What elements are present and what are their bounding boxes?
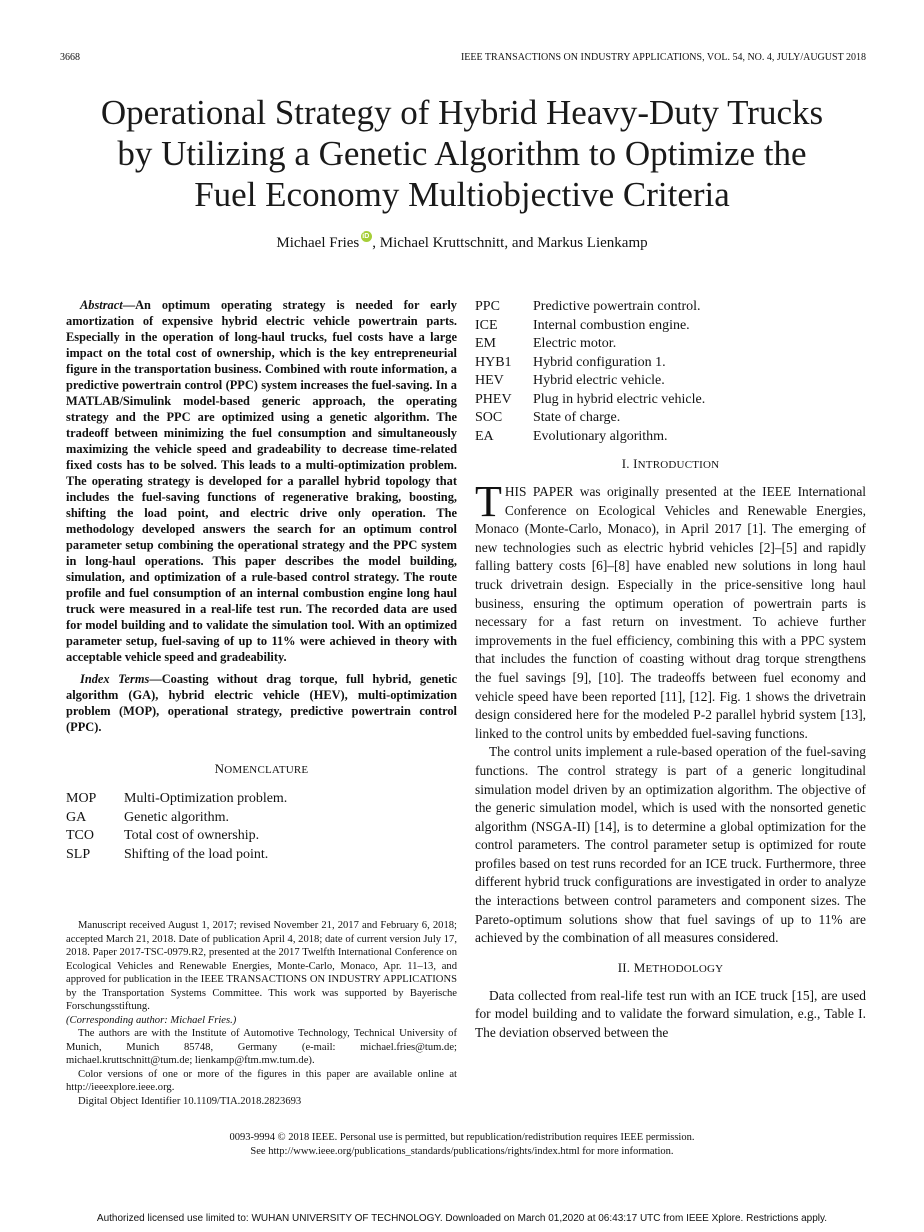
copyright-line: 0093-9994 © 2018 IEEE. Personal use is permitted, but republication/redistribution requires IEEE permission. xyxy=(229,1132,695,1143)
nomenclature-desc: Predictive powertrain control. xyxy=(533,299,701,314)
title-line: by Utilizing a Genetic Algorithm to Optimize the xyxy=(117,134,807,173)
nomenclature-desc: Multi-Optimization problem. xyxy=(124,791,288,806)
heading-rest: NTRODUCTION xyxy=(637,459,720,471)
abstract-label: Abstract xyxy=(80,298,123,312)
footnote-received: Manuscript received August 1, 2017; revised November 21, 2017 and February 6, 2018; accepted March 21, 2018. Date of publication April 4, 2018; date of current version July 17, 2018. Paper 2017-TSC-0979.R2, presented at the 2017 Twelfth International Conference on Ecological Vehicles and Renewable Energies, Monte-Carlo, Monaco, Apr. 11–13, and approved for publication in the IEEE TRANSACTIONS ON INDUSTRY APPLICATIONS by the Transportation Systems Committee. This work was supported by Bayerische Forschungsstiftung. xyxy=(66,920,457,1012)
nomenclature-desc: Total cost of ownership. xyxy=(124,828,260,843)
nomenclature-abbr: ICE xyxy=(475,317,498,333)
heading-number: II. xyxy=(617,959,634,975)
heading-initial: I xyxy=(633,456,638,471)
nomenclature-entry xyxy=(475,372,866,391)
nomenclature-entry xyxy=(475,298,866,317)
intro-paragraph-2: The control units implement a rule-based operation of the fuel-saving functions. The control strategy is part of a generic longitudinal simulation model driven by an optimization algorithm. The objective of the generic simulation model, which is used with the nonsorted genetic algorithm (NSGA-II) [14], is to determine a global optimization for the control parameters. The control parameter setup is optimized for route profiles based on test runs recorded for an ICE truck. Furthermore, three different hybrid truck configurations are investigated in order to analyze the interactions between control parameters and component sizes. The Pareto-optimum solutions show that fuel savings of up to 11% are achieved by the combination of all measures considered. xyxy=(475,744,866,946)
copyright-url-line: See http://www.ieee.org/publications_standards/publications/rights/index.html for more information. xyxy=(250,1146,674,1157)
nomenclature-abbr: PPC xyxy=(475,299,500,314)
introduction-body xyxy=(475,477,866,948)
nomenclature-abbr: EA xyxy=(475,428,494,444)
dropcap: T xyxy=(475,477,502,526)
nomenclature-abbr: HYB1 xyxy=(475,354,512,370)
heading-rest: ETHODOLOGY xyxy=(645,962,724,975)
nomenclature-abbr: MOP xyxy=(66,791,97,806)
index-terms xyxy=(66,671,457,735)
nomenclature-desc: Evolutionary algorithm. xyxy=(533,428,668,444)
authorized-use-notice: Authorized licensed use limited to: WUHAN UNIVERSITY OF TECHNOLOGY. Downloaded on March 01,2020 at 06:43:17 UTC from IEEE Xplore. Restrictions apply. xyxy=(96,1213,828,1224)
introduction-heading xyxy=(475,456,866,473)
nomenclature-abbr: GA xyxy=(66,809,87,825)
nomenclature-entry xyxy=(475,428,866,447)
nomenclature-heading xyxy=(66,761,457,778)
nomenclature-abbr: SLP xyxy=(66,846,91,862)
author-name: Michael Fries xyxy=(276,235,360,251)
heading-initial: M xyxy=(633,959,646,975)
nomenclature-list-right xyxy=(475,298,866,446)
right-column xyxy=(475,298,866,1043)
methodology-body xyxy=(475,987,866,1043)
left-column xyxy=(66,297,457,864)
footnote-doi: Digital Object Identifier 10.1109/TIA.2018.2823693 xyxy=(78,1095,302,1107)
nomenclature-entry xyxy=(66,809,457,828)
title-line: Operational Strategy of Hybrid Heavy-Duty Trucks xyxy=(100,93,824,132)
nomenclature-entry xyxy=(475,354,866,373)
index-terms-text: —Coasting without drag torque, full hybrid, genetic algorithm (GA), hybrid electric vehicle (HEV), multi-optimization problem (MOP), operational strategy, predictive powertrain control (PPC). xyxy=(66,672,457,734)
footnote-color: Color versions of one or more of the figures in this paper are available online at http://ieeexplore.ieee.org. xyxy=(66,1068,457,1093)
methodology-heading xyxy=(475,960,866,977)
nomenclature-desc: Hybrid electric vehicle. xyxy=(533,373,665,388)
nomenclature-desc: State of charge. xyxy=(533,410,621,425)
intro-paragraph xyxy=(475,477,866,743)
nomenclature-desc: Hybrid configuration 1. xyxy=(533,354,666,370)
copyright-notice xyxy=(0,1131,924,1159)
nomenclature-desc: Plug in hybrid electric vehicle. xyxy=(533,391,706,407)
journal-header: IEEE TRANSACTIONS ON INDUSTRY APPLICATIONS, VOL. 54, NO. 4, JULY/AUGUST 2018 xyxy=(460,52,866,63)
methodology-paragraph: Data collected from real-life test run with an ICE truck [15], are used for model building and to validate the forward simulation, e.g., Table I. The deviation observed between the xyxy=(475,987,866,1041)
nomenclature-entry xyxy=(66,827,457,846)
page-number: 3668 xyxy=(60,52,80,63)
author-names-rest: , Michael Kruttschnitt, and Markus Lienkamp xyxy=(372,235,648,251)
abstract-text: —An optimum operating strategy is needed for early amortization of expensive hybrid electric vehicle powertrain parts. Especially in the operation of long-haul trucks, fuel costs have a large impact on the total cost of ownership, which is the key entrepreneurial figure in the transportation business. Combined with route information, a predictive powertrain control (PPC) system increases the fuel-saving. In a MATLAB/Simulink model-based generic approach, the operating strategy and the PPC are optimized using a genetic algorithm. The tradeoff between minimizing the fuel consumption and simultaneously maximizing the vehicle speed and gradeability to decrease time-related fixed costs has to be solved. This leads to a multi-optimization problem. The operating strategy is developed for a parallel hybrid topology that includes the fuel-saving functions of regenerative braking, boosting, shifting the load point, and electric drive only operation. The methodology developed answers the search for an optimum control parameter setup combining the operational strategy and the PPC system in long-haul operations. This paper describes the model building, simulation, and optimization of a rule-based control strategy. The route profile and fuel consumption of an internal combustion engine long haul truck were measured in a real-life test run. The recorded data are used for model building and to validate the simulation tool. With an optimized parameter setup, fuel-saving of up to 11% were achieved in theory with acceptable vehicle speed and gradeability. xyxy=(66,298,457,664)
nomenclature-desc: Electric motor. xyxy=(533,336,617,351)
nomenclature-list-left xyxy=(66,790,457,864)
author-list xyxy=(0,231,924,252)
heading-initial: N xyxy=(214,761,225,776)
nomenclature-entry xyxy=(475,391,866,410)
nomenclature-abbr: PHEV xyxy=(475,391,512,407)
intro-paragraph-text: HIS PAPER was originally presented at the IEEE International Conference on Ecological Vehicles and Renewable Energies, Monaco (Monte-Carlo, Monaco), in April 2017 [1]. The emerging of new technologies such as electric hybrid vehicles [2]–[5] and rapidly falling battery costs [6]–[8] have enabled new solutions in long haul truck drivetrain design. Especially in the price-sensitive long haul business, ensuring the optimum operation of powertrain parts is necessary for a fast return on investment. To achieve further improvements in the fuel efficiency, combining this with a PPC system that includes the function of coasting without drag torque strengthens the fuel savings [9], [10]. The tradeoffs between fuel economy and vehicle speed have been reported [11], [12]. Fig. 1 shows the drivetrain design considered here for the modeled P-2 parallel hybrid system [13], linked to the control units by embedded fuel-saving functions. xyxy=(475,484,866,741)
heading-number: I. xyxy=(621,456,634,471)
index-terms-label: Index Terms xyxy=(80,672,150,686)
paper-title xyxy=(0,92,924,215)
nomenclature-entry xyxy=(66,846,457,865)
abstract xyxy=(66,297,457,665)
nomenclature-abbr: EM xyxy=(475,336,496,351)
nomenclature-abbr: HEV xyxy=(475,373,504,388)
nomenclature-desc: Shifting of the load point. xyxy=(124,846,269,862)
nomenclature-entry xyxy=(475,317,866,336)
footnote-affiliation: The authors are with the Institute of Automotive Technology, Technical University of Munich, Munich 85748, Germany (e-mail: michael.fries@tum.de; michael.kruttschnitt@tum.de; lienkamp@ftm.mw.tum.de). xyxy=(66,1028,457,1066)
nomenclature-desc: Genetic algorithm. xyxy=(124,809,229,825)
orcid-icon[interactable] xyxy=(361,231,372,242)
nomenclature-abbr: SOC xyxy=(475,410,503,425)
title-line: Fuel Economy Multiobjective Criteria xyxy=(194,175,730,214)
nomenclature-desc: Internal combustion engine. xyxy=(533,317,690,333)
footnotes xyxy=(66,919,457,1108)
footnote-corresponding: (Corresponding author: Michael Fries.) xyxy=(66,1014,237,1026)
nomenclature-entry xyxy=(475,335,866,354)
heading-rest: OMENCLATURE xyxy=(224,764,309,776)
nomenclature-entry xyxy=(475,409,866,428)
nomenclature-entry xyxy=(66,790,457,809)
nomenclature-abbr: TCO xyxy=(66,828,94,843)
